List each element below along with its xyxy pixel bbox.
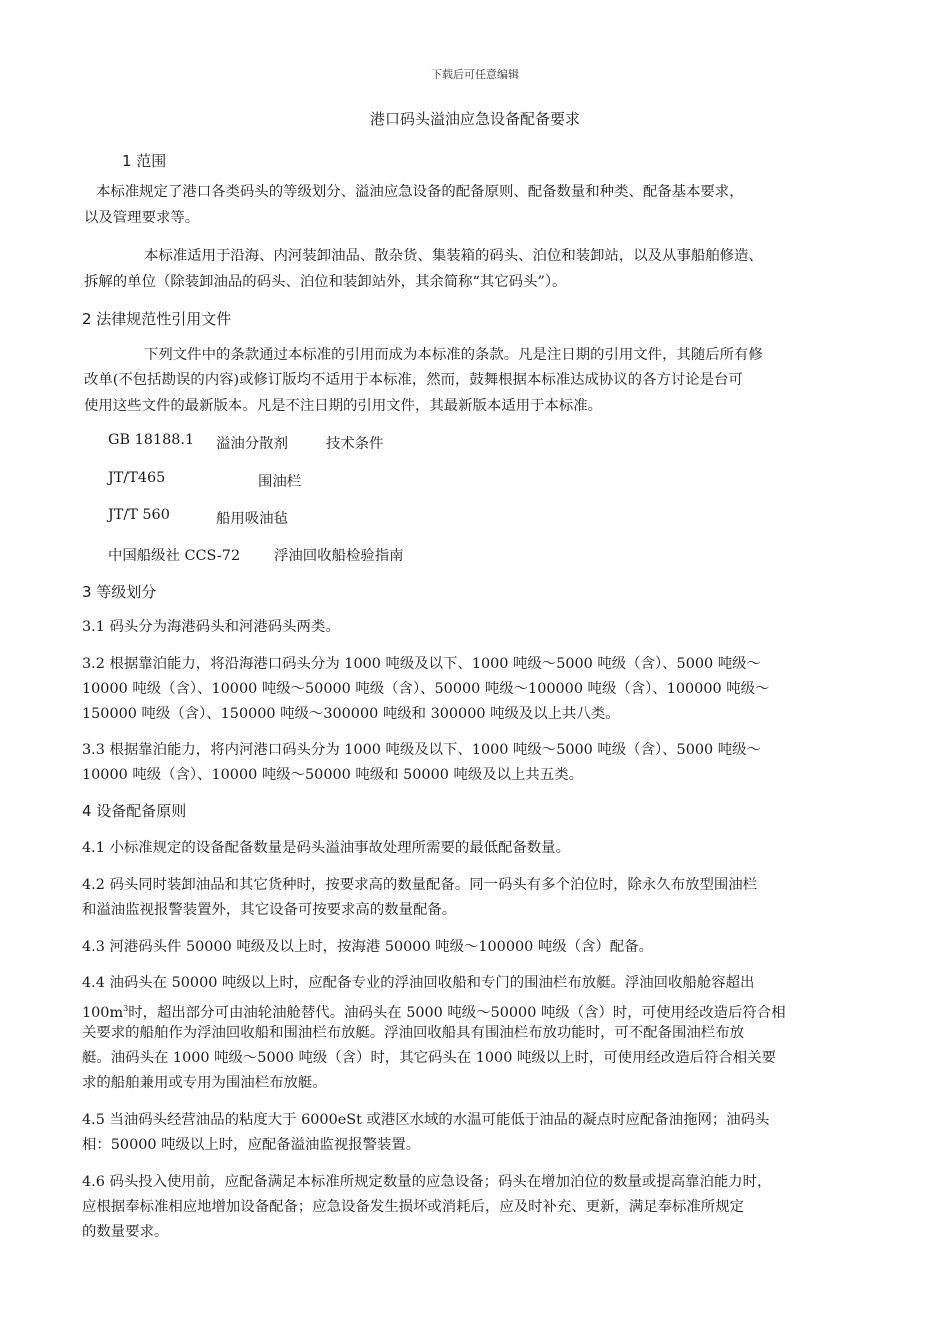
volume-exponent: 3	[123, 1004, 129, 1013]
section-1-para-2-line-1: 本标准适用于沿海、内河装卸油品、散杂货、集装箱的码头、泊位和装卸站，以及从事船舶修造、	[144, 248, 763, 264]
reference-code: GB 18188.1	[108, 432, 195, 448]
section-1-para-1-line-1: 本标准规定了港口各类码头的等级划分、溢油应急设备的配备原则、配备数量和种类、配备基本要求，	[96, 184, 744, 200]
reference-name: 围油栏	[258, 474, 302, 490]
clause-4-4-line-3: 关要求的船舶作为浮油回收船和围油栏布放艇。浮油回收船具有围油栏布放功能时，可不配备围油栏布放	[82, 1025, 744, 1041]
header-note: 下载后可任意编辑	[431, 68, 519, 81]
clause-4-6-line-2: 应根据奉标准相应地增加设备配备；应急设备发生损坏或消耗后，应及时补充、更新，满足奉标准所规定	[82, 1199, 744, 1215]
reference-name: 浮油回收船检验指南	[274, 548, 404, 564]
section-2-para-line-2: 改单(不包括勘误的内容)或修订版均不适用于本标准，然而，鼓舞根据本标准达成协议的各方讨论是台可	[84, 372, 743, 388]
clause-4-2-line-2: 和溢油监视报警装置外，其它设备可按要求高的数量配备。	[82, 902, 457, 918]
reference-name: 溢油分散剂	[216, 436, 288, 452]
volume-value: 100m	[82, 1004, 124, 1021]
clause-4-4-line-2-rest: 时，超出部分可由油轮油舱替代。油码头在 5000 吨级～50000 吨级（含）时，可使用经改造后符合相	[128, 1004, 786, 1021]
section-2-heading: 2 法律规范性引用文件	[82, 310, 232, 328]
clause-4-4-line-4: 艇。油码头在 1000 吨级～5000 吨级（含）时，其它码头在 1000 吨级以上时，可使用经改造后符合相关要	[82, 1050, 776, 1066]
clause-3-1: 3.1 码头分为海港码头和河港码头两类。	[82, 619, 340, 635]
clause-3-3-line-1: 3.3 根据靠泊能力，将内河港口码头分为 1000 吨级及以下、1000 吨级～5000 吨级（含）、5000 吨级～	[82, 742, 761, 758]
section-4-heading: 4 设备配备原则	[82, 802, 187, 820]
clause-4-6-line-1: 4.6 码头投入使用前，应配备满足本标准所规定数量的应急设备；码头在增加泊位的数量或提高靠泊能力时，	[82, 1174, 772, 1190]
reference-name: 船用吸油毡	[216, 511, 288, 527]
section-1-para-2-line-2: 拆解的单位（除装卸油品的码头、泊位和装卸站外，其余简称“其它码头”）。	[84, 274, 567, 290]
section-3-heading: 3 等级划分	[82, 583, 157, 601]
clause-4-5-line-1: 4.5 当油码头经营油品的粘度大于 6000eSt 或港区水域的水温可能低于油品的凝点时应配备油拖网；油码头	[82, 1112, 770, 1128]
reference-code: JT/T465	[108, 470, 166, 486]
section-2-para-line-1: 下列文件中的条款通过本标准的引用而成为本标准的条款。凡是注日期的引用文件，其随后所有修	[144, 347, 763, 363]
section-1-heading: 1 范围	[122, 152, 167, 170]
reference-code: JT/T 560	[108, 507, 170, 523]
section-1-para-1-line-2: 以及管理要求等。	[84, 210, 200, 226]
clause-3-2-line-2: 10000 吨级（含）、10000 吨级～50000 吨级（含）、50000 吨级～100000 吨级（含）、100000 吨级～	[82, 681, 770, 697]
reference-code: 中国船级社 CCS-72	[108, 548, 241, 564]
clause-3-2-line-3: 150000 吨级（含）、150000 吨级～300000 吨级和 300000 吨级及以上共八类。	[82, 706, 620, 722]
section-2-para-line-3: 使用这些文件的最新版本。凡是不注日期的引用文件，其最新版本适用于本标准。	[84, 398, 603, 414]
clause-4-6-line-3: 的数量要求。	[82, 1224, 169, 1240]
document-title: 港口码头溢油应急设备配备要求	[369, 110, 580, 128]
clause-4-4-line-5: 求的船舶兼用或专用为围油栏布放艇。	[82, 1075, 327, 1091]
clause-4-1: 4.1 小标准规定的设备配备数量是码头溢油事故处理所需要的最低配备数量。	[82, 840, 570, 856]
reference-extra: 技术条件	[326, 436, 384, 452]
clause-4-3: 4.3 河港码头件 50000 吨级及以上时，按海港 50000 吨级～100000 吨级（含）配备。	[82, 939, 653, 955]
clause-3-3-line-2: 10000 吨级（含）、10000 吨级～50000 吨级和 50000 吨级及以上共五类。	[82, 767, 583, 783]
clause-4-2-line-1: 4.2 码头同时装卸油品和其它货种时，按要求高的数量配备。同一码头有多个泊位时，除永久布放型围油栏	[82, 877, 758, 893]
clause-4-4-line-1: 4.4 油码头在 50000 吨级以上时，应配备专业的浮油回收船和专门的围油栏布放艇。浮油回收船舱容超出	[82, 975, 755, 991]
clause-3-2-line-1: 3.2 根据靠泊能力，将沿海港口码头分为 1000 吨级及以下、1000 吨级～5000 吨级（含）、5000 吨级～	[82, 656, 761, 672]
clause-4-5-line-2: 相：50000 吨级以上时，应配备溢油监视报警装置。	[82, 1137, 421, 1153]
